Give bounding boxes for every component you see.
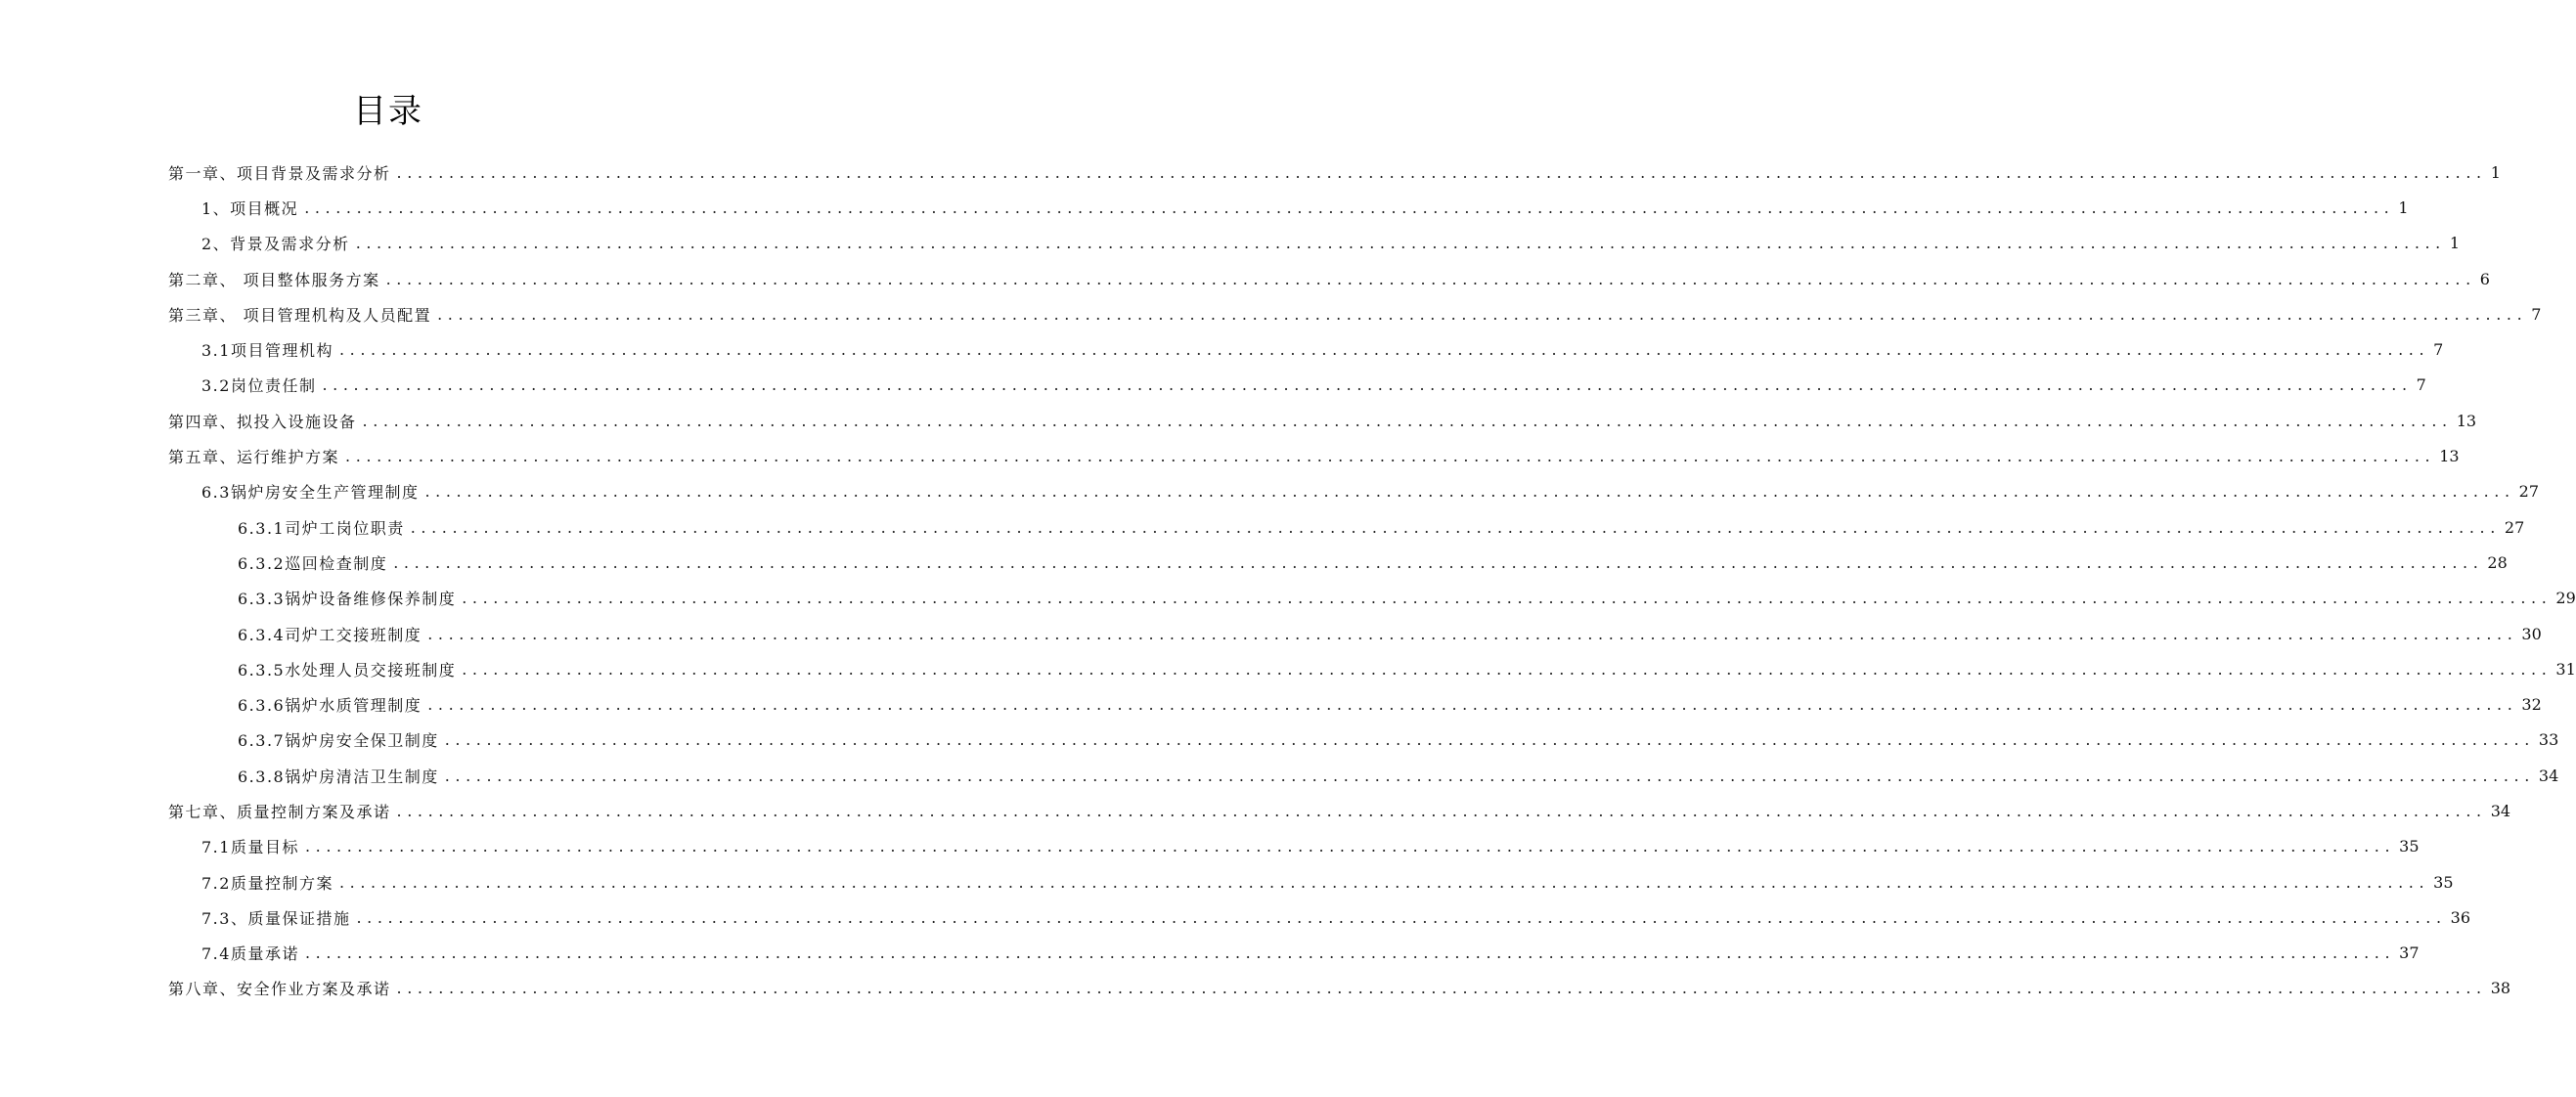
toc-entry-title: 1、项目概况 [201, 198, 299, 218]
toc-entry-title: 第五章、运行维护方案 [168, 448, 340, 467]
toc-entry[interactable] [0, 793, 2511, 828]
toc-entry[interactable] [0, 829, 2420, 864]
toc-entry[interactable] [0, 261, 2490, 296]
toc-page-number: 13 [2439, 447, 2460, 466]
toc-page-number: 37 [2399, 943, 2420, 963]
toc-page-number: 33 [2538, 730, 2559, 750]
toc-entry-title: 3.2岗位责任制 [201, 376, 317, 396]
toc-entry-title: 第二章、 项目整体服务方案 [168, 270, 380, 289]
toc-entry[interactable] [0, 723, 2559, 758]
toc-dot-leader: ........................................................................................................................................................................................................ [427, 624, 2518, 643]
toc-entry[interactable] [0, 971, 2511, 1006]
toc-entry-title: 6.3.4司炉工交接班制度 [238, 625, 422, 644]
toc-entry[interactable] [0, 686, 2542, 722]
toc-entry-title: 第一章、项目背景及需求分析 [168, 163, 391, 183]
toc-page-number: 36 [2450, 907, 2470, 927]
toc-entry[interactable] [0, 616, 2542, 651]
toc-entry[interactable] [0, 438, 2460, 473]
toc-page-number: 13 [2456, 411, 2477, 430]
toc-entry-title: 6.3.8锅炉房清洁卫生制度 [238, 767, 439, 786]
toc-entry[interactable] [0, 403, 2477, 438]
toc-entry-title: 7.1质量目标 [201, 838, 299, 857]
toc-dot-leader: ........................................................................................................................................................................................................ [396, 162, 2487, 182]
toc-entry-title: 第八章、安全作业方案及承诺 [168, 980, 391, 999]
toc-page-number: 34 [2490, 801, 2511, 820]
toc-dot-leader: ........................................................................................................................................................................................................ [396, 979, 2487, 998]
toc-entry[interactable] [0, 651, 2576, 686]
toc-page-number: 1 [2398, 197, 2409, 217]
toc-entry[interactable] [0, 296, 2542, 331]
toc-dot-leader: ........................................................................................................................................................................................................ [424, 482, 2515, 502]
toc-page-number: 7 [2416, 375, 2426, 395]
toc-dot-leader: ........................................................................................................................................................................................................ [304, 943, 2396, 963]
toc-entry[interactable] [0, 226, 2461, 261]
toc-dot-leader: ........................................................................................................................................................................................................ [362, 411, 2453, 430]
toc-entry-title: 第七章、质量控制方案及承诺 [168, 802, 391, 821]
toc-entry[interactable] [0, 900, 2470, 935]
toc-entry-title: 7.3、质量保证措施 [201, 908, 351, 928]
toc-dot-leader: ........................................................................................................................................................................................................ [427, 695, 2518, 715]
page-title: 目录 [353, 92, 423, 131]
toc-dot-leader: ........................................................................................................................................................................................................ [304, 837, 2396, 856]
toc-entry-title: 2、背景及需求分析 [201, 235, 350, 254]
toc-entry-title: 6.3.5水处理人员交接班制度 [238, 660, 457, 680]
toc-entry-title: 6.3.3锅炉设备维修保养制度 [238, 590, 457, 609]
toc-dot-leader: ........................................................................................................................................................................................................ [444, 730, 2535, 750]
toc-page-number: 7 [2433, 340, 2444, 360]
toc-dot-leader: ........................................................................................................................................................................................................ [437, 304, 2528, 324]
toc-entry-title: 7.2质量控制方案 [201, 873, 333, 893]
toc-entry[interactable] [0, 936, 2420, 971]
toc-dot-leader: ........................................................................................................................................................................................................ [345, 447, 2436, 466]
toc-dot-leader: ........................................................................................................................................................................................................ [385, 269, 2476, 288]
toc-dot-leader: ........................................................................................................................................................................................................ [356, 907, 2447, 927]
toc-page-number: 1 [2490, 162, 2501, 182]
toc-entry-title: 6.3锅炉房安全生产管理制度 [201, 483, 420, 503]
toc-entry[interactable] [0, 581, 2576, 616]
toc-entry-title: 第三章、 项目管理机构及人员配置 [168, 305, 432, 325]
toc-page-number: 34 [2538, 766, 2559, 785]
toc-dot-leader: ........................................................................................................................................................................................................ [355, 234, 2446, 253]
toc-page-number: 35 [2399, 837, 2420, 856]
toc-entry-title: 6.3.1司炉工岗位职责 [238, 518, 405, 538]
toc-page-number: 1 [2449, 234, 2461, 253]
toc-dot-leader: ........................................................................................................................................................................................................ [396, 801, 2487, 820]
toc-dot-leader: ........................................................................................................................................................................................................ [393, 552, 2484, 572]
toc-dot-leader: ........................................................................................................................................................................................................ [444, 766, 2535, 785]
toc-entry[interactable] [0, 864, 2454, 900]
toc-page-number: 27 [2504, 517, 2525, 537]
table-of-contents [0, 154, 2576, 1006]
toc-page-number: 35 [2433, 872, 2454, 892]
toc-entry-title: 3.1项目管理机构 [201, 341, 333, 361]
toc-dot-leader: ........................................................................................................................................................................................................ [338, 872, 2430, 892]
toc-page-number: 29 [2555, 589, 2576, 608]
toc-page-number: 31 [2555, 659, 2576, 679]
toc-entry[interactable] [0, 368, 2426, 403]
toc-page-number: 28 [2487, 552, 2508, 572]
toc-entry-title: 6.3.7锅炉房安全保卫制度 [238, 731, 439, 751]
toc-page-number: 30 [2521, 624, 2542, 643]
toc-entry-title: 6.3.6锅炉水质管理制度 [238, 696, 422, 716]
toc-dot-leader: ........................................................................................................................................................................................................ [338, 340, 2430, 360]
toc-dot-leader: ........................................................................................................................................................................................................ [322, 375, 2413, 395]
toc-dot-leader: ........................................................................................................................................................................................................ [462, 589, 2553, 608]
toc-entry-title: 6.3.2巡回检查制度 [238, 553, 388, 573]
toc-entry-title: 7.4质量承诺 [201, 944, 299, 964]
toc-entry[interactable] [0, 190, 2409, 225]
toc-entry-title: 第四章、拟投入设施设备 [168, 412, 357, 431]
toc-entry[interactable] [0, 509, 2525, 545]
toc-page-number: 38 [2490, 979, 2511, 998]
toc-page-number: 6 [2479, 269, 2490, 288]
toc-entry[interactable] [0, 545, 2508, 580]
toc-dot-leader: ........................................................................................................................................................................................................ [410, 517, 2501, 537]
toc-entry[interactable] [0, 758, 2559, 793]
toc-entry[interactable] [0, 154, 2501, 190]
toc-page-number: 32 [2521, 695, 2542, 715]
toc-page-number: 27 [2518, 482, 2539, 502]
toc-entry[interactable] [0, 474, 2539, 509]
toc-page-number: 7 [2531, 304, 2542, 324]
toc-dot-leader: ........................................................................................................................................................................................................ [462, 659, 2553, 679]
toc-entry[interactable] [0, 331, 2444, 367]
toc-dot-leader: ........................................................................................................................................................................................................ [304, 197, 2395, 217]
